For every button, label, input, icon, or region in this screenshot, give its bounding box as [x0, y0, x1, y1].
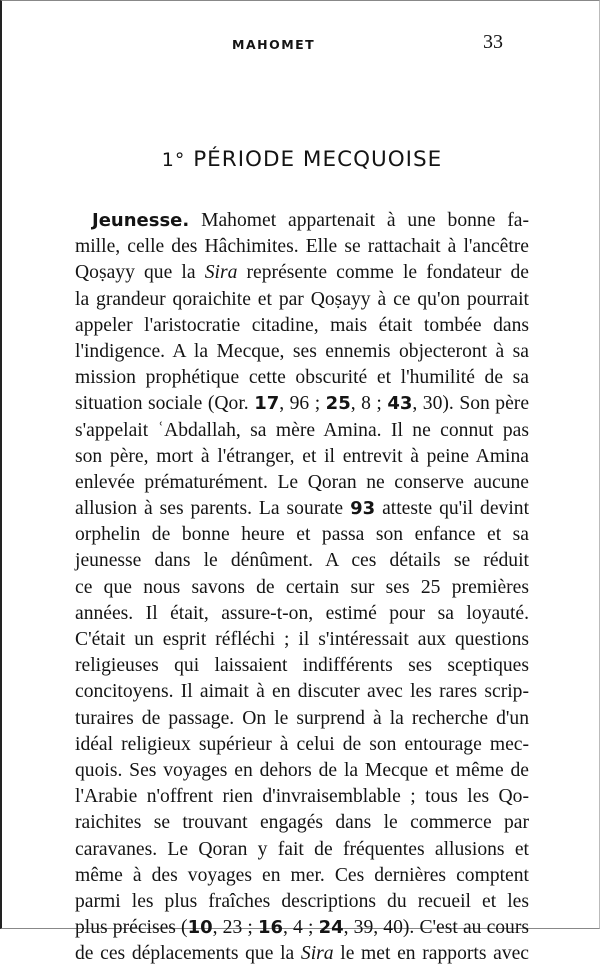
text-line: mission prophétique cette obscurité et l'humilité de sa [75, 367, 529, 389]
section-heading [2, 147, 600, 172]
text-line: son père, mort à l'étranger, et il entrevit à peine Amina [75, 445, 529, 467]
text-line: enlevée prématurément. Le Qoran ne conserve aucune [75, 471, 529, 493]
text-line: caravanes. Le Qoran y fait de fréquentes allusions et [75, 838, 529, 860]
text-line: appeler l'aristocratie citadine, mais était tombée dans [75, 314, 529, 336]
text-line: la grandeur qoraichite et par Qoṣayy à ce qu'on pourrait [75, 288, 529, 310]
sura-ref: 93 [350, 498, 376, 520]
text-line: s'appelait ʿAbdallah, sa mère Amina. Il ne connut pas [75, 419, 529, 441]
sura-ref: 43 [387, 393, 413, 415]
text-line: de ces déplacements que la Sira le met en rapports avec [75, 943, 530, 965]
lead-in-word: Jeunesse. [92, 210, 190, 231]
text-line: années. Il était, assure-t-on, estimé pour sa loyauté. [75, 602, 529, 624]
text-line: religieuses qui laissaient indifférents ses sceptiques [75, 655, 529, 677]
text-line: même à des voyages en mer. Ces dernières comptent [75, 864, 529, 886]
italic-term: Sira [204, 262, 238, 284]
section-title: PÉRIODE MECQUOISE [193, 147, 443, 172]
text-line: quois. Ses voyages en dehors de la Mecque et même de [75, 759, 529, 781]
sura-ref: 17 [254, 393, 280, 415]
text-line: parmi les plus fraîches descriptions du recueil et les [75, 890, 529, 912]
sura-ref: 25 [325, 393, 351, 415]
italic-term: Sira [300, 943, 334, 965]
sura-ref: 24 [318, 917, 344, 939]
body-paragraph [75, 208, 529, 967]
text-line: jeunesse dans le dénûment. A ces détails se réduit [75, 550, 529, 572]
text-line: Qoṣayy que la Sira représente comme le fondateur de [75, 262, 529, 284]
text-line: turaires de passage. On le surprend à la recherche d'un [75, 707, 529, 729]
text-line: idéal religieux supérieur à celui de son entourage mec- [75, 733, 529, 755]
text-line: concitoyens. Il aimait à en discuter avec les rares scrip- [75, 681, 529, 703]
text-line: mille, celle des Hâchimites. Elle se rattachait à l'ancêtre [75, 236, 529, 258]
text-line: l'indigence. A la Mecque, ses ennemis objecteront à sa [75, 340, 529, 362]
text-line: ce que nous savons de certain sur ses 25 premières [75, 576, 529, 598]
sura-ref: 16 [257, 917, 284, 939]
text-line: allusion à ses parents. La sourate 93 atteste qu'il devint [75, 498, 530, 520]
text-line: plus précises (10, 23 ; 16, 4 ; 24, 39, 40). C'est au cours [75, 917, 530, 939]
text-line: l'Arabie n'offrent rien d'invraisemblable ; tous les Qo- [75, 786, 529, 808]
text-line: orphelin de bonne heure et passa son enfance et sa [75, 524, 529, 546]
text-line: C'était un esprit réfléchi ; il s'intéressait aux questions [75, 629, 529, 650]
section-number: 1° [161, 149, 186, 171]
page-number: 33 [483, 31, 503, 53]
text-line: Jeunesse. Mahomet appartenait à une bonne fa- [92, 210, 529, 231]
sura-ref: 10 [187, 917, 213, 939]
text-line: raichites se trouvant engagés dans le commerce par [75, 812, 529, 834]
running-title: MAHOMET [232, 37, 316, 52]
text-line: situation sociale (Qor. 17, 96 ; 25, 8 ; 43, 30). Son père [75, 393, 530, 415]
